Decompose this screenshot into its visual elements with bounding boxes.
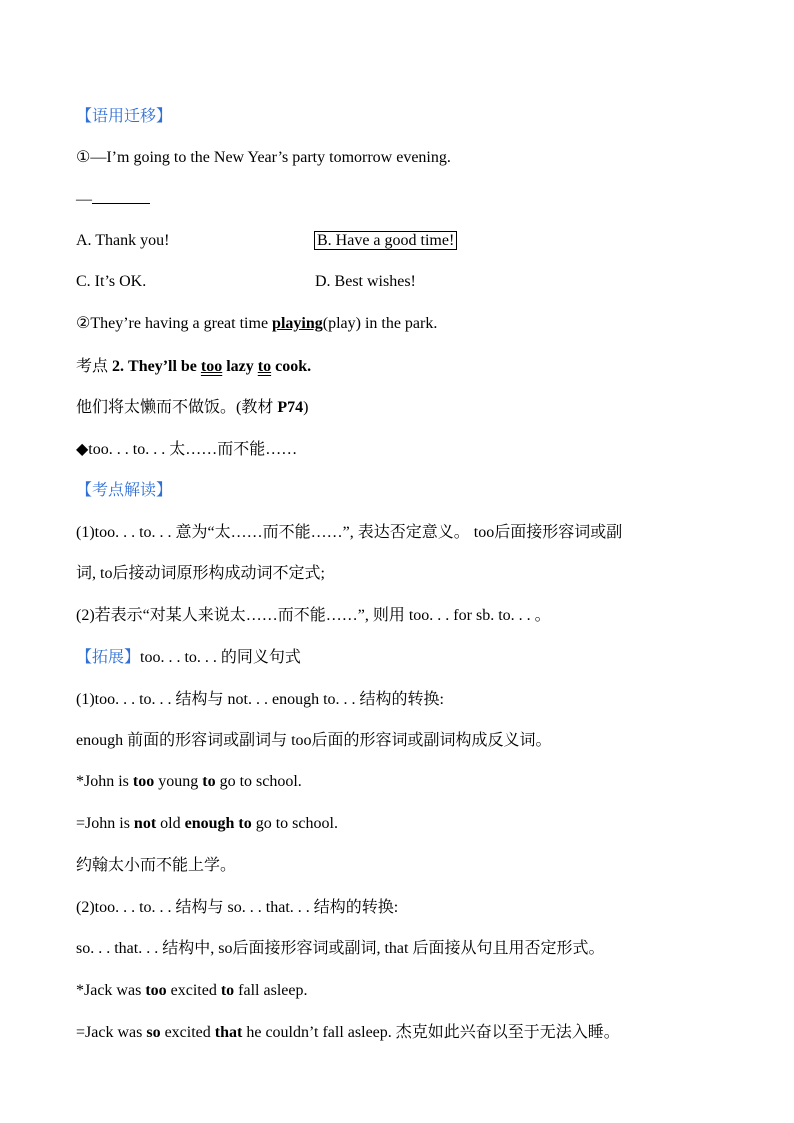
- example-text: fall asleep.: [234, 982, 308, 999]
- example-bold: not: [133, 815, 157, 832]
- explain-2: (2)若表示“对某人来说太……而不能……”, 则用 too. . . for sb. to. . . 。: [76, 607, 551, 624]
- extension-1-title: (1)too. . . to. . . 结构与 not. . . enough to. . . 结构的转换:: [76, 691, 444, 708]
- example-text: go to school.: [251, 815, 338, 832]
- question-2-answer: playing: [272, 315, 323, 332]
- example-john-translation: 约翰太小而不能上学。: [76, 857, 237, 874]
- translation: [76, 398, 308, 418]
- option-d: D. Best wishes!: [315, 273, 416, 290]
- example-bold: enough to: [184, 815, 252, 832]
- textbook-ref: P74: [277, 399, 304, 416]
- example-text: old: [156, 815, 185, 832]
- example-john-2: [76, 814, 338, 834]
- option-b-selected: [314, 231, 457, 251]
- question-1-stem: ①—I’m going to the New Year’s party tomorrow evening.: [76, 149, 451, 166]
- extension-label: 【拓展】: [76, 649, 141, 666]
- example-bold: to: [202, 773, 216, 790]
- extension-heading: [76, 648, 301, 668]
- example-bold: so: [146, 1024, 161, 1041]
- example-text: *John is: [76, 773, 133, 790]
- exam-point-label: 考点: [76, 358, 113, 375]
- example-text: =Jack was: [76, 1024, 147, 1041]
- section-heading-usage: 【语用迁移】: [76, 108, 173, 125]
- exam-point-to: to: [257, 358, 272, 375]
- example-bold: that: [214, 1024, 243, 1041]
- translation-text: 他们将太懒而不做饭。(教材: [76, 399, 278, 416]
- exam-point-sentence-mid: lazy: [222, 358, 258, 375]
- answer-dash: —: [76, 191, 92, 208]
- example-jack-2: [76, 1023, 620, 1043]
- extension-2-desc: so. . . that. . . 结构中, so后面接形容词或副词, that 后面接从句且用否定形式。: [76, 940, 605, 957]
- exam-point-sentence-end: cook.: [271, 358, 312, 375]
- example-text: excited: [166, 982, 221, 999]
- example-text: young: [154, 773, 203, 790]
- question-2-text: ②They’re having a great time: [76, 315, 273, 332]
- example-text: go to school.: [215, 773, 302, 790]
- question-2: [76, 314, 437, 334]
- example-jack-1: [76, 981, 307, 1001]
- example-text: excited: [160, 1024, 215, 1041]
- option-c: C. It’s OK.: [76, 273, 147, 290]
- exam-point-too: too: [200, 358, 223, 375]
- explain-1a: (1)too. . . to. . . 意为“太……而不能……”, 表达否定意义。 too后面接形容词或副: [76, 524, 623, 541]
- extension-text: too. . . to. . . 的同义句式: [140, 649, 301, 666]
- example-bold: too: [132, 773, 155, 790]
- example-bold: to: [220, 982, 235, 999]
- extension-1-desc: enough 前面的形容词或副词与 too后面的形容词或副词构成反义词。: [76, 732, 552, 749]
- example-text: *Jack was: [76, 982, 146, 999]
- extension-2-title: (2)too. . . to. . . 结构与 so. . . that. . . 结构的转换:: [76, 899, 399, 916]
- exam-point-sentence-start: 2. They’ll be: [112, 358, 201, 375]
- exam-point-2: [76, 357, 311, 377]
- example-bold: too: [145, 982, 167, 999]
- example-text: =John is: [76, 815, 134, 832]
- example-john-1: [76, 772, 302, 792]
- translation-close: ): [303, 399, 309, 416]
- option-a: A. Thank you!: [76, 232, 170, 249]
- answer-blank: [92, 191, 150, 204]
- question-2-hint: (play) in the park.: [322, 315, 438, 332]
- explain-1b: 词, to后接动词原形构成动词不定式;: [76, 565, 325, 582]
- question-1-answer-line: [76, 190, 150, 210]
- option-b-box: B. Have a good time!: [314, 231, 457, 250]
- example-text: he couldn’t fall asleep. 杰克如此兴奋以至于无法入睡。: [242, 1024, 620, 1041]
- structure-line: ◆too. . . to. . . 太……而不能……: [76, 441, 298, 458]
- section-heading-explain: 【考点解读】: [76, 482, 173, 499]
